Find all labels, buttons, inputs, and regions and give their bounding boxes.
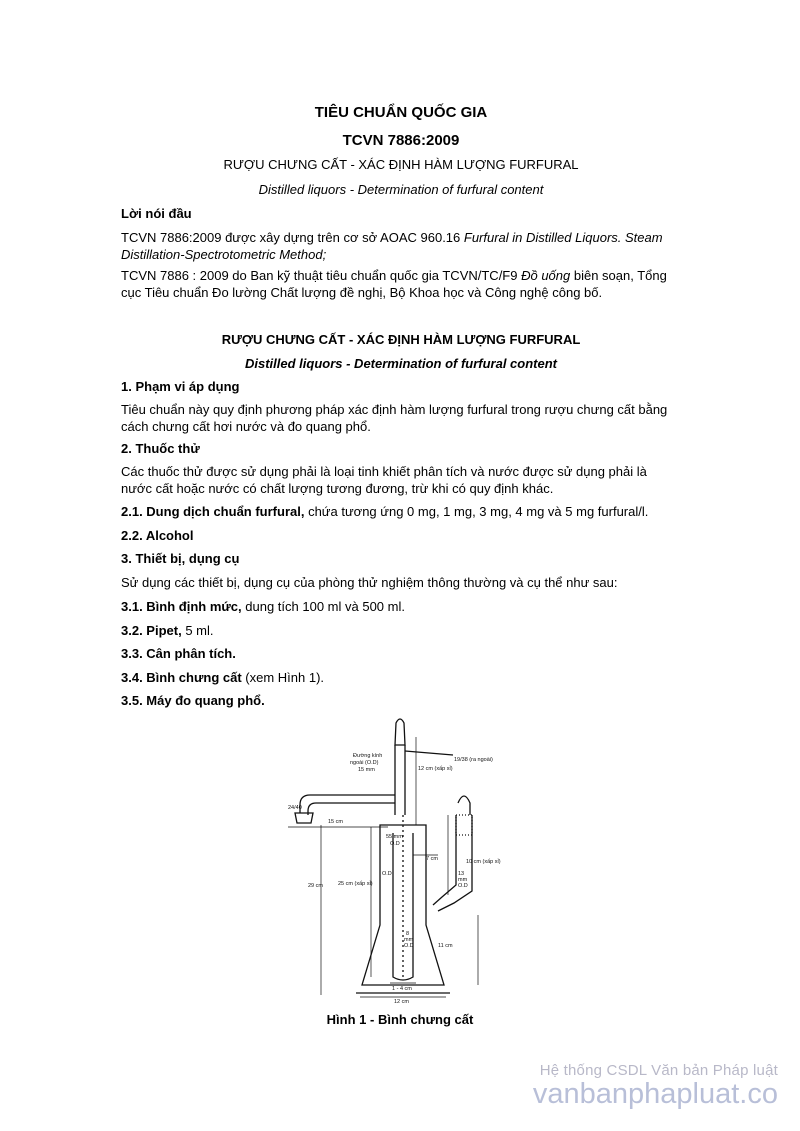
label-w7: 7 cm — [426, 856, 438, 862]
label-w15: 15 cm — [328, 819, 343, 825]
top-stopper — [395, 719, 405, 745]
section-3-1-text: dung tích 100 ml và 500 ml. — [241, 599, 405, 614]
section-2-1-label: 2.1. Dung dịch chuẩn furfural, — [121, 504, 305, 519]
section-3-5: 3.5. Máy đo quang phổ. — [121, 693, 265, 708]
foreword-heading: Lời nói đầu — [121, 206, 192, 221]
label-od3: O.D — [458, 883, 468, 889]
section-3-heading: 3. Thiết bị, dụng cụ — [121, 551, 240, 566]
right-stopper — [458, 796, 470, 815]
label-outer-diam: Đường kính — [353, 753, 383, 759]
section-3-4 — [121, 669, 681, 686]
foreword-p1-italic: Furfural in Distilled Liquors. Steam Distillation-Spectrotometric Method; — [121, 230, 663, 262]
section-2-1-text: chứa tương ứng 0 mg, 1 mg, 3 mg, 4 mg và 5 mg furfural/l. — [304, 504, 649, 519]
body-title-english: Distilled liquors - Determination of furfural content — [244, 356, 557, 371]
left-joint — [295, 813, 313, 823]
subtitle-vietnamese: RƯỢU CHƯNG CẤT - XÁC ĐỊNH HÀM LƯỢNG FURFURAL — [223, 157, 579, 172]
section-3-2-text: 5 ml. — [181, 623, 214, 638]
label-d14: 1 - 4 cm — [392, 986, 412, 992]
label-outer-diam2: ngoài (O.D) — [350, 760, 379, 766]
section-1-text: Tiêu chuẩn này quy định phương pháp xác định hàm lượng furfural trong rượu chưng cất bằng cách chưng cất hơi nước và đo quang phổ. — [121, 402, 668, 434]
label-h29: 29 cm — [308, 883, 323, 889]
label-h12: 12 cm (xấp xỉ) — [418, 766, 453, 772]
section-3-text: Sử dụng các thiết bị, dụng cụ của phòng thử nghiệm thông thường và cụ thể như sau: — [121, 575, 618, 590]
watermark-line-2: vanbanphapluat.co — [532, 1078, 778, 1110]
section-3-2-label: 3.2. Pipet, — [121, 623, 182, 638]
label-joint-top: 19/38 (ra ngoài) — [454, 757, 493, 763]
label-od1: O.D — [390, 841, 400, 847]
standard-number: TCVN 7886:2009 — [342, 132, 460, 149]
section-3-1-label: 3.1. Bình định mức, — [121, 599, 242, 614]
section-2-text: Các thuốc thử được sử dụng phải là loại tinh khiết phân tích và nước được sử dụng phải là nước cất hoặc nước có chất lượng tương đương, trừ khi có quy định khác. — [121, 464, 647, 496]
label-od2: O.D — [382, 871, 392, 877]
document-title: TIÊU CHUẨN QUỐC GIA — [314, 104, 488, 121]
section-3-4-text: (xem Hình 1). — [241, 670, 325, 685]
figure-caption: Hình 1 - Bình chưng cất — [326, 1012, 474, 1027]
label-h11: 11 cm — [438, 943, 453, 949]
label-w12: 12 cm — [394, 999, 409, 1005]
section-3-1 — [121, 598, 681, 615]
section-2-1 — [121, 503, 681, 520]
foreword-p2-text-b: biên soạn, Tổng cục Tiêu chuẩn Đo lường Chất lượng đề nghị, Bộ Khoa học và Công nghệ công bố. — [121, 268, 667, 300]
body-title: RƯỢU CHƯNG CẤT - XÁC ĐỊNH HÀM LƯỢNG FURFURAL — [221, 332, 581, 347]
label-d8: 8 — [406, 931, 410, 937]
label-mm2: mm — [404, 937, 414, 943]
distillation-flask-diagram — [278, 715, 528, 1005]
label-mm1: mm — [458, 877, 468, 883]
subtitle-english: Distilled liquors - Determination of furfural content — [258, 182, 544, 197]
section-2-2: 2.2. Alcohol — [121, 528, 194, 543]
label-h10: 10 cm (xấp xỉ) — [466, 859, 501, 865]
label-d55: 55 mm — [386, 834, 403, 840]
label-h25: 25 cm (xấp xỉ) — [338, 881, 373, 887]
foreword-paragraph-1 — [121, 229, 681, 263]
foreword-p2-text-a: TCVN 7886 : 2009 do Ban kỹ thuật tiêu chuẩn quốc gia TCVN/TC/F9 — [121, 268, 522, 283]
foreword-paragraph-2 — [121, 267, 681, 301]
section-3-3: 3.3. Cân phân tích. — [121, 646, 236, 661]
label-outer-diam3: 15 mm — [358, 767, 375, 773]
section-3-2 — [121, 622, 681, 639]
label-d13: 13 — [458, 871, 465, 877]
section-3-4-label: 3.4. Bình chưng cất — [121, 670, 242, 685]
foreword-p1-text: TCVN 7886:2009 được xây dựng trên cơ sở AOAC 960.16 — [121, 230, 464, 245]
section-2-heading: 2. Thuốc thử — [121, 441, 200, 456]
label-od4: O.D — [404, 943, 414, 949]
watermark-line-1: Hệ thống CSDL Văn bản Pháp luật — [539, 1062, 778, 1079]
label-joint-left: 24/40 — [288, 805, 302, 811]
foreword-p2-italic: Đồ uống — [521, 268, 571, 283]
section-1-heading: 1. Phạm vi áp dụng — [121, 379, 240, 394]
